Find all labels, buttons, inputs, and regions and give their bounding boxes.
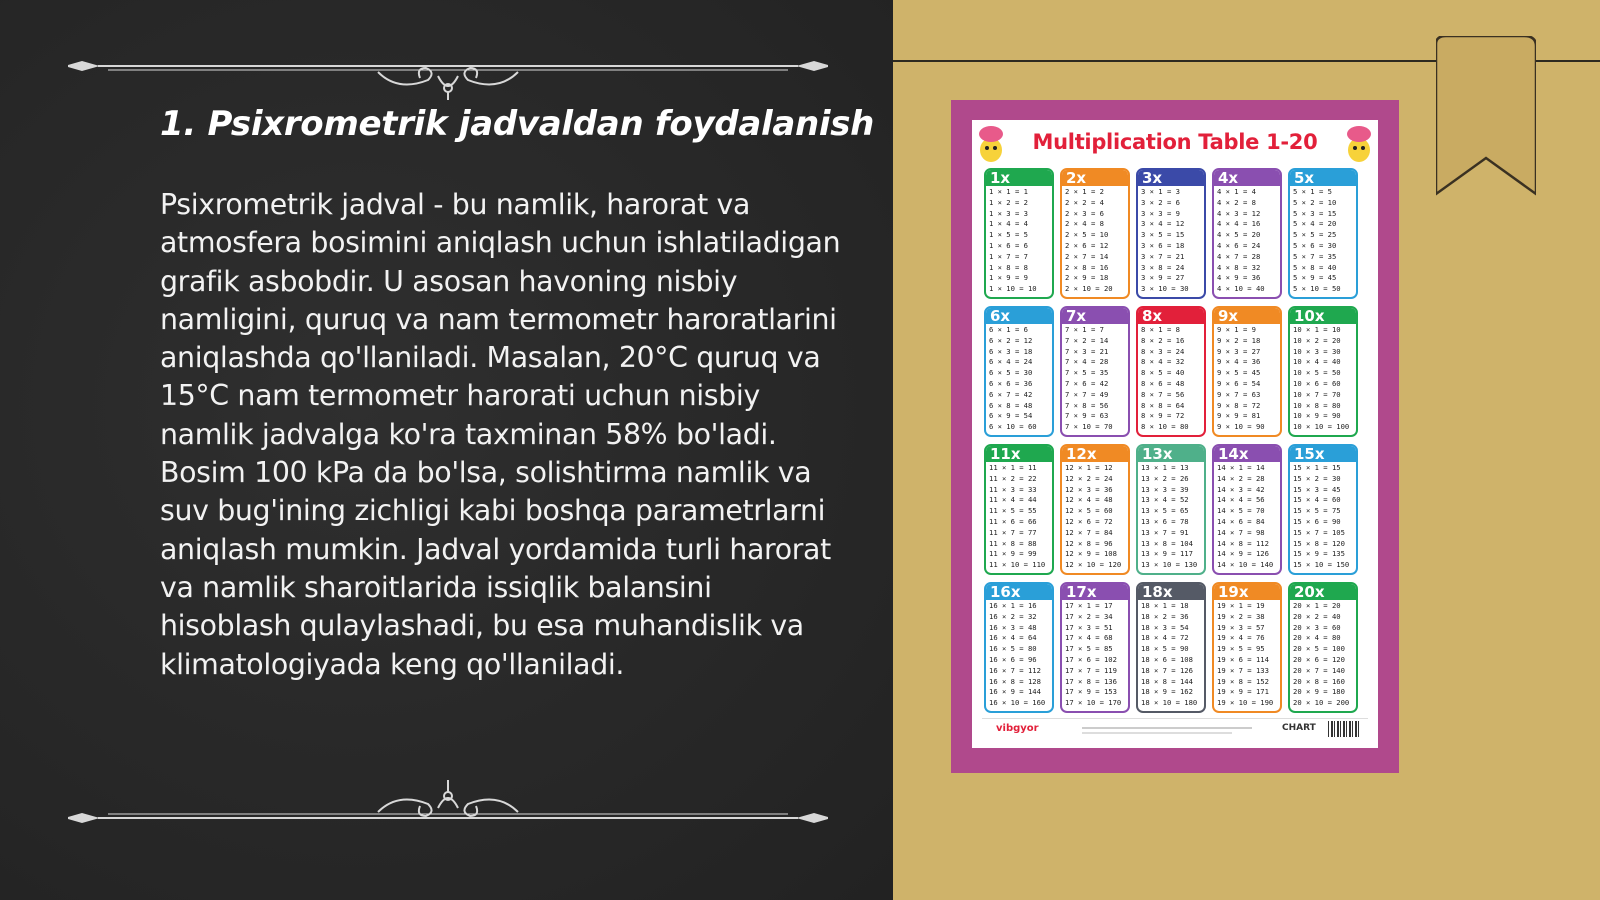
- table-row: 5 × 10 = 50: [1293, 284, 1341, 294]
- table-row: 6 × 1 = 6: [989, 325, 1028, 334]
- table-row: 16 × 3 = 48: [989, 622, 1037, 632]
- table-row: 16 × 9 = 144: [989, 687, 1041, 697]
- table-card-header: 8x: [1138, 308, 1204, 324]
- table-row: 1 × 8 = 8: [989, 262, 1028, 272]
- table-row: 6 × 2 = 12: [989, 335, 1033, 345]
- table-row: 17 × 7 = 119: [1065, 665, 1117, 675]
- table-row: 14 × 6 = 84: [1217, 516, 1265, 526]
- table-row: 13 × 6 = 78: [1141, 516, 1189, 526]
- table-row: 16 × 1 = 16: [989, 601, 1037, 610]
- table-card-7: [1060, 306, 1130, 437]
- table-row: 19 × 10 = 190: [1217, 698, 1274, 708]
- table-row: 12 × 8 = 96: [1065, 538, 1113, 548]
- poster-footer: [982, 718, 1368, 743]
- table-card-16: [984, 582, 1054, 713]
- table-row: 5 × 9 = 45: [1293, 273, 1337, 283]
- table-row: 20 × 6 = 120: [1293, 654, 1345, 664]
- table-row: 15 × 8 = 120: [1293, 538, 1345, 548]
- table-row: 20 × 1 = 20: [1293, 601, 1341, 610]
- table-row: 8 × 9 = 72: [1141, 411, 1185, 421]
- table-row: 20 × 5 = 100: [1293, 644, 1345, 654]
- table-row: 18 × 4 = 72: [1141, 633, 1189, 643]
- table-row: 20 × 3 = 60: [1293, 622, 1341, 632]
- table-row: 17 × 4 = 68: [1065, 633, 1113, 643]
- table-card-header: 6x: [986, 308, 1052, 324]
- table-row: 10 × 8 = 80: [1293, 400, 1341, 410]
- table-card-header: 4x: [1214, 170, 1280, 186]
- table-row: 12 × 10 = 120: [1065, 560, 1122, 570]
- table-row: 19 × 1 = 19: [1217, 601, 1265, 610]
- table-row: 17 × 3 = 51: [1065, 622, 1113, 632]
- table-row: 13 × 8 = 104: [1141, 538, 1193, 548]
- table-card-header: 20x: [1290, 584, 1356, 600]
- table-card-header: 15x: [1290, 446, 1356, 462]
- table-row: 4 × 7 = 28: [1217, 251, 1261, 261]
- table-row: 13 × 5 = 65: [1141, 506, 1189, 516]
- table-row: 16 × 6 = 96: [989, 654, 1037, 664]
- table-row: 12 × 5 = 60: [1065, 506, 1113, 516]
- table-card-13: [1136, 444, 1206, 575]
- table-row: 10 × 7 = 70: [1293, 389, 1341, 399]
- table-row: 10 × 9 = 90: [1293, 411, 1341, 421]
- table-row: 17 × 8 = 136: [1065, 676, 1117, 686]
- table-row: 2 × 3 = 6: [1065, 208, 1104, 218]
- table-row: 6 × 8 = 48: [989, 400, 1033, 410]
- table-row: 5 × 2 = 10: [1293, 197, 1337, 207]
- table-row: 15 × 6 = 90: [1293, 516, 1341, 526]
- table-card-header: 14x: [1214, 446, 1280, 462]
- table-row: 8 × 5 = 40: [1141, 368, 1185, 378]
- table-row: 17 × 2 = 34: [1065, 611, 1113, 621]
- table-row: 5 × 8 = 40: [1293, 262, 1337, 272]
- table-row: 19 × 6 = 114: [1217, 654, 1269, 664]
- table-row: 8 × 6 = 48: [1141, 378, 1185, 388]
- mascot-icon: [1342, 124, 1376, 164]
- table-row: 8 × 10 = 80: [1141, 422, 1189, 432]
- table-card-header: 2x: [1062, 170, 1128, 186]
- table-row: 12 × 1 = 12: [1065, 463, 1113, 472]
- table-row: 1 × 5 = 5: [989, 230, 1028, 240]
- table-row: 8 × 3 = 24: [1141, 346, 1185, 356]
- table-row: 12 × 4 = 48: [1065, 495, 1113, 505]
- table-row: 3 × 8 = 24: [1141, 262, 1185, 272]
- table-row: 4 × 10 = 40: [1217, 284, 1265, 294]
- table-row: 1 × 7 = 7: [989, 251, 1028, 261]
- table-row: 2 × 9 = 18: [1065, 273, 1109, 283]
- table-row: 19 × 3 = 57: [1217, 622, 1265, 632]
- table-row: 2 × 7 = 14: [1065, 251, 1109, 261]
- table-row: 15 × 5 = 75: [1293, 506, 1341, 516]
- table-row: 17 × 1 = 17: [1065, 601, 1113, 610]
- table-row: 10 × 2 = 20: [1293, 335, 1341, 345]
- table-row: 9 × 7 = 63: [1217, 389, 1261, 399]
- table-row: 20 × 7 = 140: [1293, 665, 1345, 675]
- table-row: 1 × 1 = 1: [989, 187, 1028, 196]
- table-row: 8 × 4 = 32: [1141, 357, 1185, 367]
- table-card-1: [984, 168, 1054, 299]
- table-row: 18 × 7 = 126: [1141, 665, 1193, 675]
- table-card-4: [1212, 168, 1282, 299]
- slide-title: 1. Psixrometrik jadvaldan foydalanish: [160, 104, 875, 144]
- table-row: 12 × 7 = 84: [1065, 527, 1113, 537]
- table-card-5: [1288, 168, 1358, 299]
- table-row: 16 × 5 = 80: [989, 644, 1037, 654]
- table-row: 18 × 8 = 144: [1141, 676, 1193, 686]
- table-row: 9 × 5 = 45: [1217, 368, 1261, 378]
- table-row: 9 × 6 = 54: [1217, 378, 1261, 388]
- table-row: 18 × 10 = 180: [1141, 698, 1198, 708]
- table-row: 11 × 6 = 66: [989, 516, 1037, 526]
- table-row: 12 × 6 = 72: [1065, 516, 1113, 526]
- table-row: 8 × 8 = 64: [1141, 400, 1185, 410]
- table-card-header: 3x: [1138, 170, 1204, 186]
- table-row: 4 × 4 = 16: [1217, 219, 1261, 229]
- table-row: 1 × 9 = 9: [989, 273, 1028, 283]
- table-row: 20 × 2 = 40: [1293, 611, 1341, 621]
- table-row: 9 × 1 = 9: [1217, 325, 1256, 334]
- table-row: 20 × 10 = 200: [1293, 698, 1350, 708]
- table-card-header: 12x: [1062, 446, 1128, 462]
- table-row: 16 × 4 = 64: [989, 633, 1037, 643]
- table-row: 14 × 7 = 98: [1217, 527, 1265, 537]
- table-row: 11 × 1 = 11: [989, 463, 1037, 472]
- table-row: 3 × 1 = 3: [1141, 187, 1180, 196]
- table-row: 10 × 10 = 100: [1293, 422, 1350, 432]
- table-row: 11 × 9 = 99: [989, 549, 1037, 559]
- table-card-6: [984, 306, 1054, 437]
- table-row: 20 × 8 = 160: [1293, 676, 1345, 686]
- table-row: 9 × 4 = 36: [1217, 357, 1261, 367]
- table-row: 19 × 7 = 133: [1217, 665, 1269, 675]
- table-row: 15 × 3 = 45: [1293, 484, 1341, 494]
- table-row: 9 × 3 = 27: [1217, 346, 1261, 356]
- table-card-17: [1060, 582, 1130, 713]
- table-row: 18 × 1 = 18: [1141, 601, 1189, 610]
- table-row: 7 × 9 = 63: [1065, 411, 1109, 421]
- table-row: 4 × 3 = 12: [1217, 208, 1261, 218]
- table-row: 9 × 2 = 18: [1217, 335, 1261, 345]
- table-row: 15 × 9 = 135: [1293, 549, 1345, 559]
- fine-print: [1082, 727, 1252, 729]
- table-row: 4 × 1 = 4: [1217, 187, 1256, 196]
- table-row: 13 × 10 = 130: [1141, 560, 1198, 570]
- table-row: 4 × 8 = 32: [1217, 262, 1261, 272]
- table-row: 19 × 5 = 95: [1217, 644, 1265, 654]
- table-row: 11 × 5 = 55: [989, 506, 1037, 516]
- table-row: 17 × 9 = 153: [1065, 687, 1117, 697]
- table-row: 11 × 8 = 88: [989, 538, 1037, 548]
- table-row: 1 × 3 = 3: [989, 208, 1028, 218]
- table-card-11: [984, 444, 1054, 575]
- table-row: 7 × 4 = 28: [1065, 357, 1109, 367]
- table-row: 19 × 9 = 171: [1217, 687, 1269, 697]
- table-row: 11 × 7 = 77: [989, 527, 1037, 537]
- table-row: 6 × 3 = 18: [989, 346, 1033, 356]
- table-row: 19 × 2 = 38: [1217, 611, 1265, 621]
- table-row: 10 × 4 = 40: [1293, 357, 1341, 367]
- table-row: 17 × 10 = 170: [1065, 698, 1122, 708]
- table-row: 10 × 5 = 50: [1293, 368, 1341, 378]
- table-card-header: 17x: [1062, 584, 1128, 600]
- table-row: 5 × 7 = 35: [1293, 251, 1337, 261]
- table-row: 3 × 9 = 27: [1141, 273, 1185, 283]
- table-row: 2 × 6 = 12: [1065, 240, 1109, 250]
- table-row: 15 × 4 = 60: [1293, 495, 1341, 505]
- table-row: 16 × 2 = 32: [989, 611, 1037, 621]
- table-row: 6 × 10 = 60: [989, 422, 1037, 432]
- table-card-14: [1212, 444, 1282, 575]
- table-row: 15 × 7 = 105: [1293, 527, 1345, 537]
- table-row: 7 × 5 = 35: [1065, 368, 1109, 378]
- table-row: 1 × 2 = 2: [989, 197, 1028, 207]
- table-row: 14 × 8 = 112: [1217, 538, 1269, 548]
- table-row: 2 × 5 = 10: [1065, 230, 1109, 240]
- table-row: 14 × 10 = 140: [1217, 560, 1274, 570]
- table-row: 3 × 3 = 9: [1141, 208, 1180, 218]
- ornament-divider-top: [68, 40, 828, 100]
- table-card-header: 7x: [1062, 308, 1128, 324]
- table-card-header: 11x: [986, 446, 1052, 462]
- table-row: 14 × 4 = 56: [1217, 495, 1265, 505]
- table-row: 1 × 10 = 10: [989, 284, 1037, 294]
- table-row: 2 × 8 = 16: [1065, 262, 1109, 272]
- table-card-2: [1060, 168, 1130, 299]
- table-row: 5 × 4 = 20: [1293, 219, 1337, 229]
- table-row: 7 × 7 = 49: [1065, 389, 1109, 399]
- table-card-3: [1136, 168, 1206, 299]
- ornament-divider-bottom: [68, 770, 828, 830]
- table-row: 12 × 3 = 36: [1065, 484, 1113, 494]
- poster-brand: vibgyor: [996, 723, 1039, 734]
- table-card-20: [1288, 582, 1358, 713]
- table-row: 10 × 3 = 30: [1293, 346, 1341, 356]
- table-row: 7 × 2 = 14: [1065, 335, 1109, 345]
- table-row: 6 × 6 = 36: [989, 378, 1033, 388]
- table-row: 15 × 1 = 15: [1293, 463, 1341, 472]
- table-row: 11 × 4 = 44: [989, 495, 1037, 505]
- table-row: 3 × 4 = 12: [1141, 219, 1185, 229]
- table-row: 10 × 1 = 10: [1293, 325, 1341, 334]
- table-card-10: [1288, 306, 1358, 437]
- table-row: 14 × 9 = 126: [1217, 549, 1269, 559]
- table-card-header: 16x: [986, 584, 1052, 600]
- table-row: 18 × 6 = 108: [1141, 654, 1193, 664]
- table-row: 8 × 2 = 16: [1141, 335, 1185, 345]
- table-row: 9 × 9 = 81: [1217, 411, 1261, 421]
- table-row: 3 × 10 = 30: [1141, 284, 1189, 294]
- table-card-header: 13x: [1138, 446, 1204, 462]
- table-row: 14 × 2 = 28: [1217, 473, 1265, 483]
- table-row: 19 × 4 = 76: [1217, 633, 1265, 643]
- table-row: 3 × 7 = 21: [1141, 251, 1185, 261]
- table-row: 13 × 7 = 91: [1141, 527, 1189, 537]
- table-row: 6 × 7 = 42: [989, 389, 1033, 399]
- bookmark-ribbon-icon: [1436, 36, 1536, 198]
- table-row: 16 × 10 = 160: [989, 698, 1046, 708]
- table-row: 2 × 1 = 2: [1065, 187, 1104, 196]
- table-row: 11 × 3 = 33: [989, 484, 1037, 494]
- table-row: 10 × 6 = 60: [1293, 378, 1341, 388]
- table-row: 4 × 5 = 20: [1217, 230, 1261, 240]
- table-card-19: [1212, 582, 1282, 713]
- table-row: 16 × 7 = 112: [989, 665, 1041, 675]
- table-card-header: 18x: [1138, 584, 1204, 600]
- table-row: 5 × 5 = 25: [1293, 230, 1337, 240]
- table-row: 20 × 9 = 180: [1293, 687, 1345, 697]
- table-row: 13 × 4 = 52: [1141, 495, 1189, 505]
- table-card-8: [1136, 306, 1206, 437]
- table-row: 7 × 10 = 70: [1065, 422, 1113, 432]
- table-row: 2 × 4 = 8: [1065, 219, 1104, 229]
- table-row: 8 × 1 = 8: [1141, 325, 1180, 334]
- slide-body: Psixrometrik jadval - bu namlik, harorat va atmosfera bosimini aniqlash uchun ishlatiladigan grafik asbobdir. U asosan havoning nisbiy namligini, quruq va nam termometr haroratlarini aniqlashda qo'llaniladi. Masalan, 20°C quruq va 15°C nam termometr harorati uchun nisbiy namlik jadvalga ko'ra taxminan 58% bo'ladi. Bosim 100 kPa da bo'lsa, solishtirma namlik va suv bug'ining zichligi kabi boshqa parametrlarni aniqlash mumkin. Jadval yordamida turli harorat va namlik sharoitlarida issiqlik balansini hisoblash qulaylashadi, bu esa muhandislik va klimatologiyada keng qo'llaniladi.: [160, 188, 841, 681]
- table-row: 13 × 1 = 13: [1141, 463, 1189, 472]
- table-row: 7 × 8 = 56: [1065, 400, 1109, 410]
- table-row: 6 × 9 = 54: [989, 411, 1033, 421]
- table-row: 5 × 1 = 5: [1293, 187, 1332, 196]
- table-row: 7 × 6 = 42: [1065, 378, 1109, 388]
- table-row: 14 × 3 = 42: [1217, 484, 1265, 494]
- table-row: 19 × 8 = 152: [1217, 676, 1269, 686]
- table-row: 18 × 5 = 90: [1141, 644, 1189, 654]
- table-row: 20 × 4 = 80: [1293, 633, 1341, 643]
- table-row: 2 × 2 = 4: [1065, 197, 1104, 207]
- table-card-header: 10x: [1290, 308, 1356, 324]
- table-row: 7 × 1 = 7: [1065, 325, 1104, 334]
- poster-sheet: [972, 120, 1378, 748]
- table-card-header: 1x: [986, 170, 1052, 186]
- table-row: 12 × 9 = 108: [1065, 549, 1117, 559]
- table-row: 8 × 7 = 56: [1141, 389, 1185, 399]
- table-row: 1 × 4 = 4: [989, 219, 1028, 229]
- table-row: 4 × 9 = 36: [1217, 273, 1261, 283]
- table-row: 11 × 10 = 110: [989, 560, 1046, 570]
- table-row: 18 × 2 = 36: [1141, 611, 1189, 621]
- table-row: 16 × 8 = 128: [989, 676, 1041, 686]
- table-row: 4 × 6 = 24: [1217, 240, 1261, 250]
- table-card-header: 9x: [1214, 308, 1280, 324]
- table-row: 5 × 6 = 30: [1293, 240, 1337, 250]
- table-card-header: 5x: [1290, 170, 1356, 186]
- table-row: 18 × 9 = 162: [1141, 687, 1193, 697]
- chart-tag: CHART: [1282, 723, 1316, 733]
- table-row: 14 × 1 = 14: [1217, 463, 1265, 472]
- table-row: 13 × 2 = 26: [1141, 473, 1189, 483]
- table-row: 11 × 2 = 22: [989, 473, 1037, 483]
- poster-title: Multiplication Table 1-20: [1032, 130, 1318, 154]
- table-card-18: [1136, 582, 1206, 713]
- table-row: 5 × 3 = 15: [1293, 208, 1337, 218]
- table-row: 3 × 6 = 18: [1141, 240, 1185, 250]
- table-row: 9 × 8 = 72: [1217, 400, 1261, 410]
- table-row: 2 × 10 = 20: [1065, 284, 1113, 294]
- table-card-15: [1288, 444, 1358, 575]
- table-row: 14 × 5 = 70: [1217, 506, 1265, 516]
- multiplication-grid: [982, 168, 1368, 710]
- table-card-9: [1212, 306, 1282, 437]
- table-card-header: 19x: [1214, 584, 1280, 600]
- table-row: 9 × 10 = 90: [1217, 422, 1265, 432]
- table-row: 7 × 3 = 21: [1065, 346, 1109, 356]
- table-row: 4 × 2 = 8: [1217, 197, 1256, 207]
- barcode-icon: [1328, 721, 1360, 737]
- table-row: 15 × 10 = 150: [1293, 560, 1350, 570]
- fine-print: [1082, 732, 1232, 734]
- multiplication-poster-image: [951, 100, 1399, 773]
- table-row: 3 × 2 = 6: [1141, 197, 1180, 207]
- table-row: 17 × 6 = 102: [1065, 654, 1117, 664]
- table-row: 6 × 5 = 30: [989, 368, 1033, 378]
- table-card-12: [1060, 444, 1130, 575]
- table-row: 6 × 4 = 24: [989, 357, 1033, 367]
- table-row: 15 × 2 = 30: [1293, 473, 1341, 483]
- table-row: 12 × 2 = 24: [1065, 473, 1113, 483]
- table-row: 3 × 5 = 15: [1141, 230, 1185, 240]
- table-row: 18 × 3 = 54: [1141, 622, 1189, 632]
- table-row: 17 × 5 = 85: [1065, 644, 1113, 654]
- table-row: 13 × 9 = 117: [1141, 549, 1193, 559]
- table-row: 1 × 6 = 6: [989, 240, 1028, 250]
- table-row: 13 × 3 = 39: [1141, 484, 1189, 494]
